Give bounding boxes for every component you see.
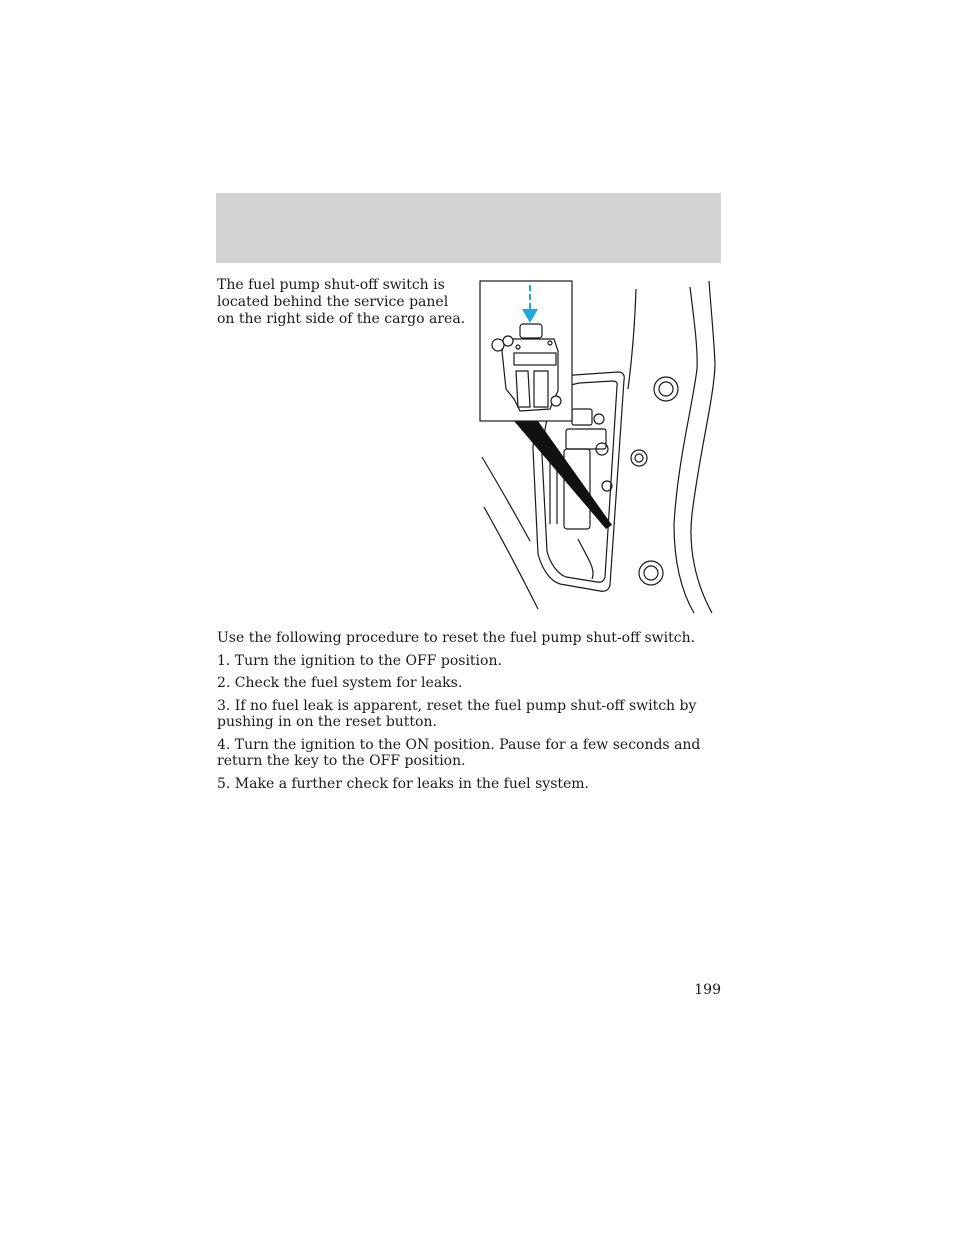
procedure-step: 4. Turn the ignition to the ON position. Pause for a few seconds and return the key to the OFF position. [217,736,701,769]
procedure-lead: Use the following procedure to reset the fuel pump shut-off switch. [217,630,696,646]
procedure-step: 2. Check the fuel system for leaks. [217,675,463,691]
procedure-step: 5. Make a further check for leaks in the fuel system. [217,775,590,792]
fuel-pump-switch-illustration [478,279,724,615]
page-number: 199 [694,982,721,998]
mounting-hole-icons [631,377,678,585]
reset-procedure [217,630,707,798]
callout-pointer [514,421,612,529]
section-header-band [216,193,721,263]
intro-text: The fuel pump shut-off switch is located behind the service panel on the right side of the cargo area. [217,277,466,327]
procedure-step: 3. If no fuel leak is apparent, reset the fuel pump shut-off switch by pushing in on the reset button. [217,697,697,730]
procedure-step: 1. Turn the ignition to the OFF position. [217,652,502,669]
